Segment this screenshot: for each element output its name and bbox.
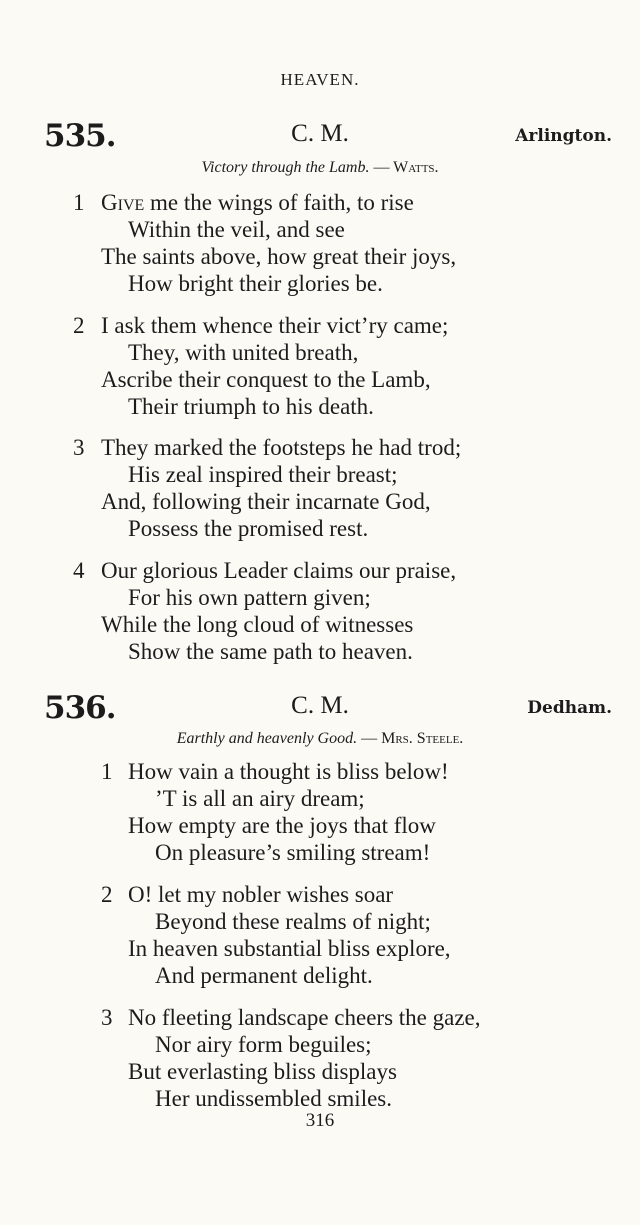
verse-line (0, 189, 640, 216)
verse-line: For his own pattern given; (128, 585, 371, 610)
hymn-meter: C. M. (291, 120, 349, 147)
hymn-number: 536. (44, 690, 116, 726)
verse (0, 881, 640, 989)
verse-line: I ask them whence their vict’ry came; (101, 313, 449, 338)
verse-line: How bright their glories be. (128, 271, 383, 296)
verse (0, 434, 640, 542)
verse-line: Our glorious Leader claims our praise, (101, 558, 457, 583)
verse-line: His zeal inspired their breast; (128, 462, 398, 487)
verse-number: 3 (73, 435, 85, 460)
verse-line-lead: Give (101, 190, 145, 215)
verse-number: 2 (73, 313, 85, 338)
hymn-header (0, 118, 640, 158)
verse-line: No fleeting landscape cheers the gaze, (128, 1005, 481, 1030)
verse (0, 557, 640, 665)
verse-line: And, following their incarnate God, (101, 489, 431, 514)
verse-line: Their triumph to his death. (128, 394, 374, 419)
verse-line: While the long cloud of witnesses (101, 612, 414, 637)
hymn-subtitle-title: Earthly and heavenly Good. (176, 730, 358, 747)
verse-line: Within the veil, and see (128, 217, 345, 242)
hymn-tune: Arlington. (515, 126, 612, 146)
verse-line: ’T is all an airy dream; (155, 786, 365, 811)
verse-line: They, with united breath, (128, 340, 359, 365)
verse (0, 758, 640, 866)
verse-line: Beyond these realms of night; (155, 909, 431, 934)
hymn-number: 535. (44, 118, 116, 154)
verse-line: But everlasting bliss displays (128, 1059, 397, 1084)
verse-line: Nor airy form beguiles; (155, 1032, 372, 1057)
verse-line: Ascribe their conquest to the Lamb, (101, 367, 431, 392)
verse-number: 3 (101, 1005, 113, 1030)
verse-line-text: me the wings of faith, to rise (144, 190, 414, 215)
verse-line: How vain a thought is bliss below! (128, 759, 449, 784)
verse-line: Show the same path to heaven. (128, 639, 413, 664)
verse-number: 4 (73, 558, 85, 583)
verse-line: In heaven substantial bliss explore, (128, 936, 451, 961)
verse-line: O! let my nobler wishes soar (128, 882, 394, 907)
verse-number: 1 (101, 759, 113, 784)
hymn-meter: C. M. (291, 692, 349, 719)
hymn-author: — Watts. (373, 159, 439, 176)
verse-number: 1 (73, 190, 85, 215)
verse (0, 312, 640, 420)
verse-line: Her undissembled smiles. (155, 1086, 392, 1111)
verse-line: The saints above, how great their joys, (101, 244, 457, 269)
running-head: HEAVEN. (280, 70, 360, 89)
hymn-header (0, 690, 640, 730)
verse-number: 2 (101, 882, 113, 907)
hymn-subtitle (0, 730, 640, 748)
hymn-subtitle-title: Victory through the Lamb. (201, 159, 370, 176)
verse-line: And permanent delight. (155, 963, 373, 988)
hymn-tune: Dedham. (527, 698, 612, 718)
verse-line: On pleasure’s smiling stream! (155, 840, 431, 865)
verse (0, 189, 640, 297)
verse-line: How empty are the joys that flow (128, 813, 436, 838)
verse (0, 1004, 640, 1112)
hymn-subtitle (0, 159, 640, 177)
verse-line: They marked the footsteps he had trod; (101, 435, 462, 460)
page-number: 316 (305, 1110, 335, 1131)
verse-line: Possess the promised rest. (128, 516, 369, 541)
hymn-author: — Mrs. Steele. (361, 730, 464, 747)
